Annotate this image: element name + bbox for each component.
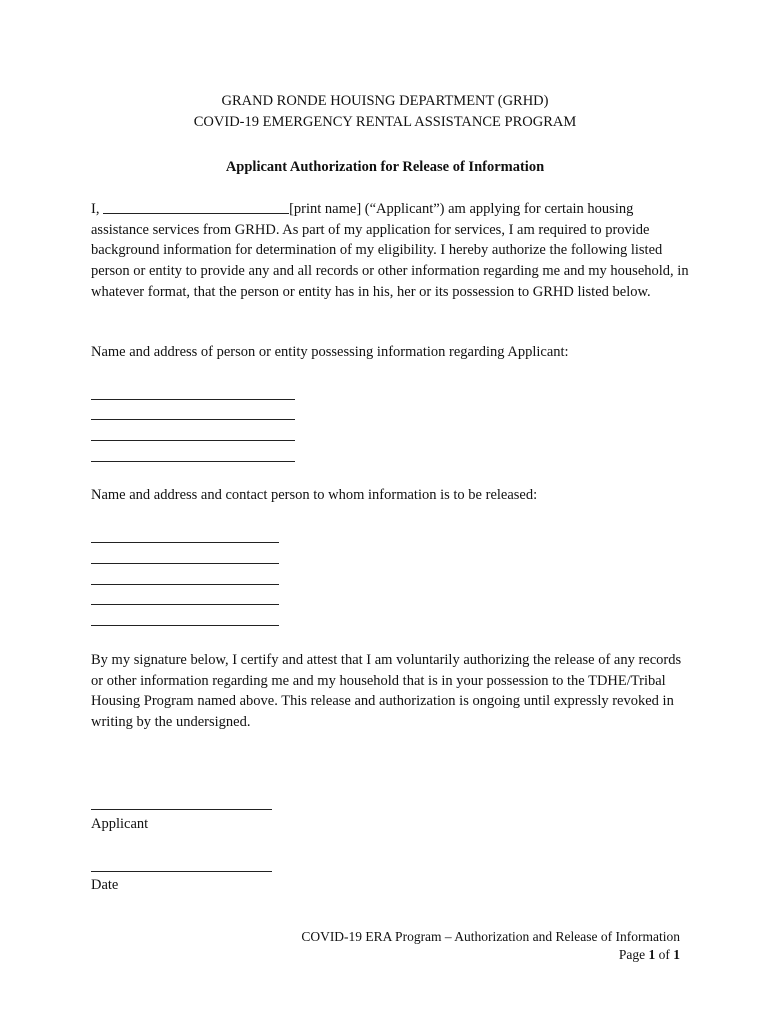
recipient-line-4[interactable] bbox=[91, 604, 279, 605]
header-org-name: GRAND RONDE HOUISNG DEPARTMENT (GRHD) bbox=[221, 93, 549, 109]
certification-paragraph: By my signature below, I certify and attest that I am voluntarily authorizing the release of any records or other information regarding me and my household that is in your possession to the TDHE/Tribal Housing Program named above. This release and authorization is ongoing until expressly revoked in writing by the undersigned. bbox=[91, 652, 682, 731]
recipient-line-3[interactable] bbox=[91, 584, 279, 585]
page-of: of bbox=[655, 947, 674, 962]
date-signature-line[interactable] bbox=[91, 871, 272, 872]
date-label: Date bbox=[91, 877, 119, 893]
page-current: 1 bbox=[648, 947, 656, 962]
recipient-line-1[interactable] bbox=[91, 542, 279, 543]
recipient-line-2[interactable] bbox=[91, 563, 279, 564]
applicant-label: Applicant bbox=[91, 816, 149, 832]
intro-paragraph bbox=[91, 199, 691, 303]
possessor-line-1[interactable] bbox=[91, 399, 295, 400]
footer-page-number bbox=[619, 947, 680, 963]
recipient-line-5[interactable] bbox=[91, 625, 279, 626]
print-name-blank[interactable] bbox=[103, 199, 289, 214]
possessor-line-3[interactable] bbox=[91, 440, 295, 441]
document-title: Applicant Authorization for Release of Information bbox=[225, 159, 545, 175]
applicant-signature-line[interactable] bbox=[91, 809, 272, 810]
intro-body: [print name] (“Applicant”) am applying for certain housing assistance services from GRHD. As part of my application for services, I am required to provide background information for determination of my eligibility. I hereby authorize the following listed person or entity to provide any and all records or other information regarding me and my household, in whatever format, that the person or entity has in his, her or its possession to GRHD listed below. bbox=[91, 201, 689, 300]
intro-prefix: I, bbox=[91, 201, 104, 217]
page-word: Page bbox=[618, 947, 649, 962]
possessor-line-4[interactable] bbox=[91, 461, 295, 462]
header-program-name: COVID-19 EMERGENCY RENTAL ASSISTANCE PROGRAM bbox=[193, 114, 577, 130]
possessor-line-2[interactable] bbox=[91, 419, 295, 420]
recipient-label: Name and address and contact person to whom information is to be released: bbox=[91, 487, 538, 503]
page-total: 1 bbox=[673, 947, 680, 962]
footer-document-title: COVID-19 ERA Program – Authorization and Release of Information bbox=[301, 929, 680, 944]
possessor-label: Name and address of person or entity possessing information regarding Applicant: bbox=[91, 344, 569, 360]
